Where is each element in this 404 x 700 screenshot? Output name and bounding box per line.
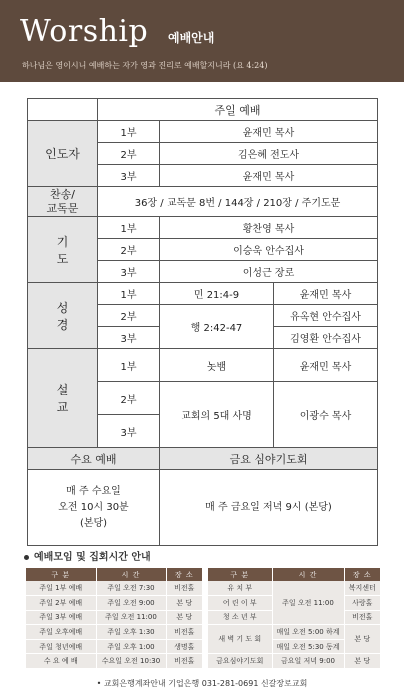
bank-account-info: • 교회은행계좌안내 기업은행 031-281-0691 신갈장로교회 [96,679,308,688]
part-label: 2부 [98,143,160,165]
scripture-ref-2-3: 행 2:42-47 [160,305,274,349]
schedule-place: 생명홀 [166,639,202,654]
bullet-icon [24,555,29,560]
wednesday-service-title: 수요 예배 [28,448,160,470]
schedule-place: 본 당 [166,610,202,625]
schedule-time: 주일 오전 9:00 [96,596,166,611]
leader-2: 김은혜 전도사 [160,143,378,165]
leader-3: 윤재민 목사 [160,165,378,187]
part-label: 1부 [98,349,160,382]
schedule-division: 어 린 이 부 [208,596,272,611]
part-label: 3부 [98,327,160,349]
schedule-head-division: 구 분 [26,568,96,581]
schedule-division: 수 요 예 배 [26,654,96,669]
schedule-place: 본 당 [344,654,380,669]
sermon-label: 설 교 [28,349,98,448]
schedule-place: 사랑홀 [344,596,380,611]
part-label: 2부 [98,305,160,327]
scripture-reader-1: 윤재민 목사 [274,283,378,305]
schedule-division: 주일 청년예배 [26,639,96,654]
schedule-place: 본 당 [344,625,380,654]
part-label: 1부 [98,121,160,143]
scripture-ref-1: 민 21:4-9 [160,283,274,305]
hymn-label: 찬송/ 교독문 [28,187,98,217]
schedule-time: 주일 오후 1:00 [96,639,166,654]
sunday-service-title: 주일 예배 [98,99,378,121]
schedule-section-title: 예배모임 및 집회시간 안내 [24,548,151,563]
schedule-time: 매일 오전 5:30 동계 [272,639,344,654]
sermon-preacher-1: 윤재민 목사 [274,349,378,382]
schedule-division: 주일 오후예배 [26,625,96,640]
schedule-time: 주일 오전 11:00 [272,581,344,625]
scripture-reader-2: 유옥현 안수집사 [274,305,378,327]
page-subtitle: 예배안내 [168,31,215,45]
schedule-head-time: 시 간 [96,568,166,581]
schedule-place: 비전홀 [344,610,380,625]
wednesday-service-detail: 매 주 수요일 오전 10시 30분 (본당) [28,470,160,546]
schedule-time: 주일 오후 1:30 [96,625,166,640]
scripture-label: 성 경 [28,283,98,349]
schedule-place: 본 당 [166,596,202,611]
leader-label: 인도자 [28,121,98,187]
prayer-1: 황찬영 목사 [160,217,378,239]
schedule-division: 주일 3부 예배 [26,610,96,625]
schedule-place: 비전홀 [166,581,202,596]
schedule-time: 수요일 오전 10:30 [96,654,166,669]
schedule-division: 주일 1부 예배 [26,581,96,596]
schedule-division: 유 치 부 [208,581,272,596]
schedule-division: 새 벽 기 도 회 [208,625,272,654]
part-label: 3부 [98,165,160,187]
schedule-place: 복지센터 [344,581,380,596]
schedule-head-place: 장 소 [166,568,202,581]
schedule-time: 주일 오전 7:30 [96,581,166,596]
schedule-table-left [26,568,202,669]
schedule-place: 비전홀 [166,654,202,669]
part-label: 3부 [98,415,160,448]
schedule-table-right [208,568,380,669]
sermon-title-1: 놋뱀 [160,349,274,382]
schedule-time: 금요일 저녁 9:00 [272,654,344,669]
schedule-head-place: 장 소 [344,568,380,581]
prayer-label: 기 도 [28,217,98,283]
prayer-3: 이성근 장로 [160,261,378,283]
part-label: 1부 [98,283,160,305]
worship-table [27,98,378,546]
friday-prayer-title: 금요 심야기도회 [160,448,378,470]
schedule-division: 청 소 년 부 [208,610,272,625]
schedule-time: 주일 오전 11:00 [96,610,166,625]
part-label: 2부 [98,382,160,415]
schedule-time: 매일 오전 5:00 하계 [272,625,344,640]
page-title: Worship [20,14,149,49]
part-label: 1부 [98,217,160,239]
leader-1: 윤재민 목사 [160,121,378,143]
header-empty-cell [28,99,98,121]
sermon-preacher-2-3: 이광수 목사 [274,382,378,448]
schedule-division: 주일 2부 예배 [26,596,96,611]
friday-prayer-detail: 매 주 금요일 저녁 9시 (본당) [160,470,378,546]
sermon-title-2-3: 교회의 5대 사명 [160,382,274,448]
hymn-list: 36장 / 교독문 8번 / 144장 / 210장 / 주기도문 [98,187,378,217]
prayer-2: 이승욱 안수집사 [160,239,378,261]
schedule-head-time: 시 간 [272,568,344,581]
schedule-head-division: 구 분 [208,568,272,581]
schedule-place: 비전홀 [166,625,202,640]
part-label: 3부 [98,261,160,283]
scripture-reader-3: 김영환 안수집사 [274,327,378,349]
schedule-division: 금요심야기도회 [208,654,272,669]
scripture-verse: 하나님은 영이시니 예배하는 자가 영과 진리로 예배할지니라 (요 4:24) [22,61,268,70]
part-label: 2부 [98,239,160,261]
header-banner [0,0,404,82]
